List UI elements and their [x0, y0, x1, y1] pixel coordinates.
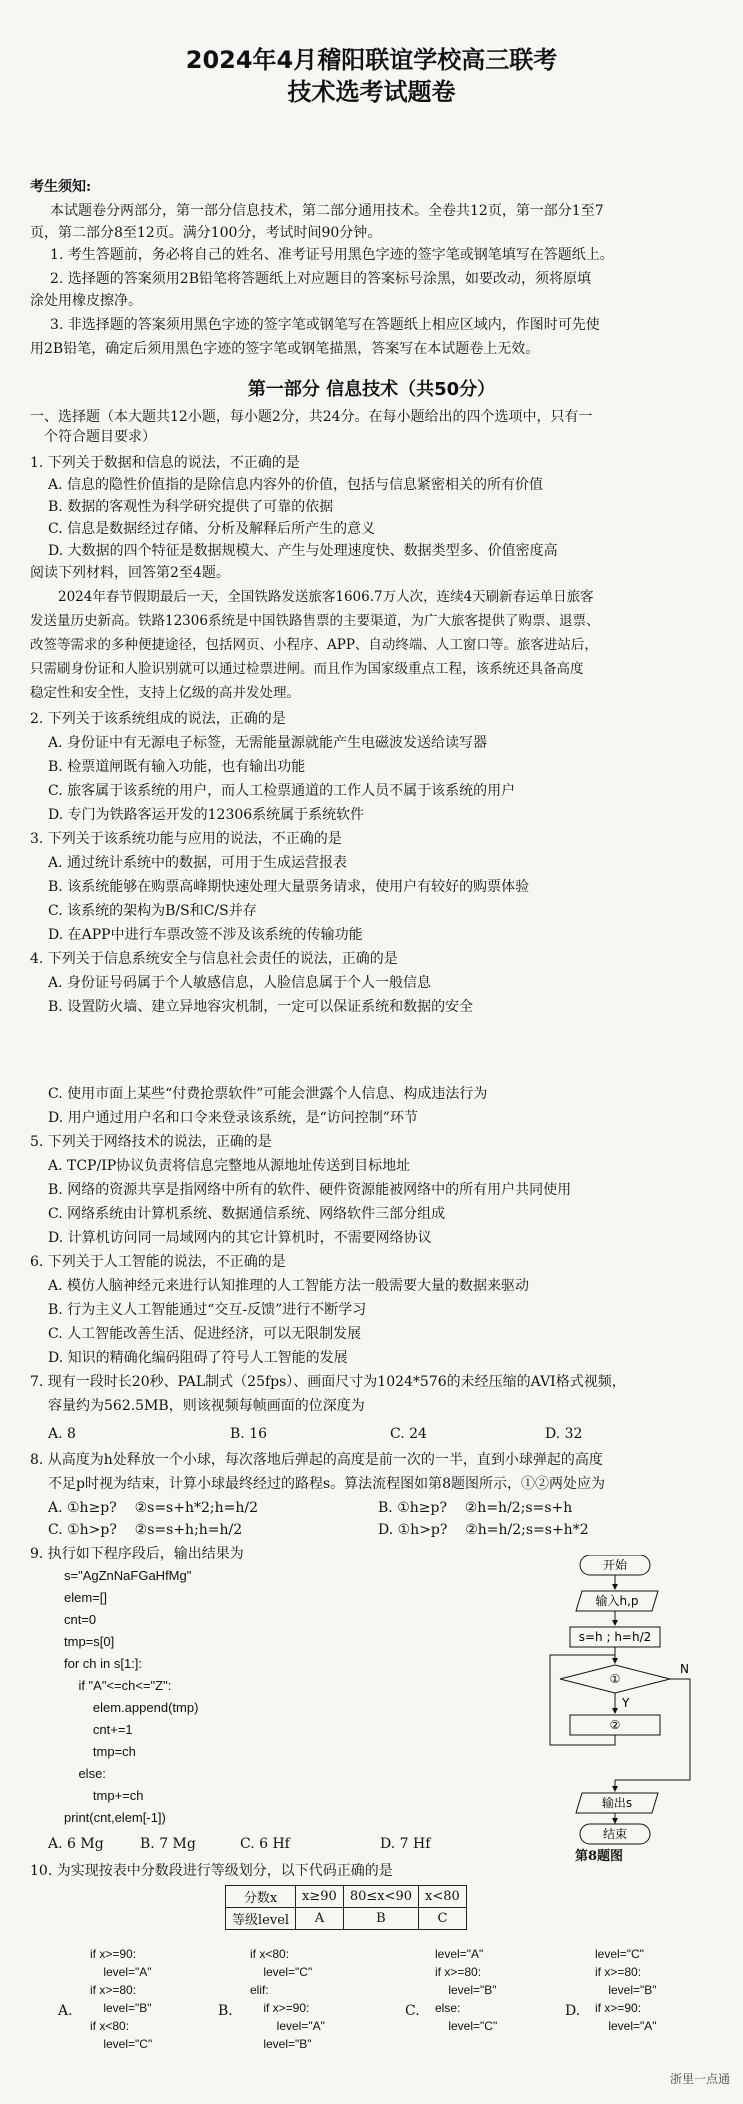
code-line: if x>=90:: [595, 2001, 642, 2015]
code-line: level="A": [90, 1965, 152, 1979]
table-cell: A: [296, 1908, 344, 1930]
question-3-option: D. 在APP中进行车票改签不涉及该系统的传输功能: [48, 927, 363, 943]
question-9-option: B. 7 Mg: [140, 1836, 196, 1852]
code-line: level="B": [90, 2001, 152, 2015]
flow-yes-label: Y: [622, 1696, 630, 1710]
question-2-option: A. 身份证中有无源电子标签，无需能量源就能产生电磁波发送给读写器: [48, 735, 488, 751]
flow-end: [580, 1824, 650, 1844]
code-line: s="AgZnNaFGaHfMg": [64, 1568, 192, 1583]
question-4-option: A. 身份证号码属于个人敏感信息，人脸信息属于个人一般信息: [48, 975, 432, 991]
table-cell: 等级level: [226, 1908, 296, 1930]
question-6-option: D. 知识的精确化编码阻碍了符号人工智能的发展: [48, 1350, 348, 1366]
question-9-stem: 9. 执行如下程序段后，输出结果为: [30, 1546, 244, 1562]
notice-line: 用2B铅笔，确定后须用黑色字迹的签字笔或钢笔描黑，答案写在本试题卷上无效。: [30, 341, 540, 357]
svg-text:输入h,p: 输入h,p: [595, 1594, 639, 1608]
question-7-option: C. 24: [390, 1426, 427, 1442]
question-5-option: B. 网络的资源共享是指网络中所有的软件、硬件资源能被网络中的所有用户共同使用: [48, 1182, 572, 1198]
passage-line: 改签等需求的多种便捷途径，包括网页、小程序、APP、自动终端、人工窗口等。旅客进站后，: [30, 637, 598, 653]
table-cell: B: [343, 1908, 418, 1930]
question-8-stem: 不足p时视为结束，计算小球最终经过的路程s。算法流程图如第8题图所示，①②两处应为: [48, 1476, 606, 1492]
question-1-stem: 1. 下列关于数据和信息的说法，不正确的是: [30, 455, 300, 471]
question-6-option: A. 模仿人脑神经元来进行认知推理的人工智能方法一般需要大量的数据来驱动: [48, 1278, 530, 1294]
question-2-stem: 2. 下列关于该系统组成的说法，正确的是: [30, 711, 286, 727]
code-line: if x>=90:: [90, 1947, 137, 1961]
question-7-option: D. 32: [545, 1426, 583, 1442]
grade-table: [225, 1885, 467, 1930]
svg-text:结束: 结束: [602, 1827, 628, 1841]
question-5-option: A. TCP/IP协议负责将信息完整地从源地址传送到目标地址: [48, 1158, 411, 1174]
option-b-label: B.: [218, 2003, 233, 2019]
option-d-label: D.: [565, 2003, 581, 2019]
question-10-stem: 10. 为实现按表中分数段进行等级划分，以下代码正确的是: [30, 1863, 393, 1879]
flow-init: [570, 1627, 660, 1647]
code-line: level="B": [250, 2037, 312, 2051]
question-2-option: B. 检票道闸既有输入功能，也有输出功能: [48, 759, 306, 775]
code-line: elem.append(tmp): [64, 1700, 199, 1715]
svg-text:②: ②: [609, 1718, 621, 1732]
table-cell: 分数x: [226, 1886, 296, 1908]
question-8-option: A. ①h≥p? ②s=s+h*2;h=h/2: [48, 1500, 258, 1516]
part-intro: 一、选择题（本大题共12小题，每小题2分，共24分。在每小题给出的四个选项中，只有一: [30, 409, 593, 425]
svg-text:输出s: 输出s: [601, 1796, 633, 1810]
question-3-option: C. 该系统的架构为B/S和C/S并存: [48, 903, 257, 919]
question-8-option: D. ①h>p? ②h=h/2;s=s+h*2: [378, 1522, 589, 1538]
passage-line: 2024年春节假期最后一天，全国铁路发送旅客1606.7万人次，连续4天刷新春运单日旅客: [58, 589, 594, 605]
code-line: level="C": [90, 2037, 153, 2051]
question-3-option: A. 通过统计系统中的数据，可用于生成运营报表: [48, 855, 348, 871]
code-line: tmp+=ch: [64, 1788, 144, 1803]
code-line: cnt+=1: [64, 1722, 133, 1737]
passage-intro: 阅读下列材料，回答第2至4题。: [30, 565, 230, 581]
section-title: 第一部分 信息技术（共50分）: [247, 379, 496, 400]
question-1-option: D. 大数据的四个特征是数据规模大、产生与处理速度快、数据类型多、价值密度高: [48, 543, 558, 559]
code-line: if x>=90:: [250, 2001, 310, 2015]
table-row: [226, 1886, 467, 1908]
question-5-stem: 5. 下列关于网络技术的说法，正确的是: [30, 1134, 272, 1150]
question-7-stem: 容量约为562.5MB，则该视频每帧画面的位深度为: [48, 1398, 365, 1414]
question-3-option: B. 该系统能够在购票高峰期快速处理大量票务请求，使用户有较好的购票体验: [48, 879, 530, 895]
flow-step: [570, 1715, 660, 1735]
part-intro: 个符合题目要求）: [44, 429, 156, 445]
question-3-stem: 3. 下列关于该系统功能与应用的说法，不正确的是: [30, 831, 342, 847]
option-a-label: A.: [58, 2003, 73, 2019]
question-8-stem: 8. 从高度为h处释放一个小球，每次落地后弹起的高度是前一次的一半，直到小球弹起的高度: [30, 1452, 603, 1468]
code-line: else:: [435, 2001, 461, 2015]
flowchart: [530, 1555, 730, 1845]
question-4-option: D. 用户通过用户名和口令来登录该系统，是“访问控制”环节: [48, 1110, 418, 1126]
flow-input: [576, 1591, 658, 1611]
code-line: elif:: [250, 1983, 269, 1997]
code-line: if x>=80:: [435, 1965, 482, 1979]
notice-line: 3. 非选择题的答案须用黑色字迹的签字笔或钢笔写在答题纸上相应区域内，作图时可先使: [50, 317, 600, 333]
flow-start: [580, 1555, 650, 1575]
code-line: level="C": [250, 1965, 313, 1979]
svg-text:①: ①: [609, 1672, 621, 1686]
code-line: else:: [64, 1766, 106, 1781]
question-6-option: C. 人工智能改善生活、促进经济，可以无限制发展: [48, 1326, 362, 1342]
figure-caption: 第8题图: [575, 1849, 624, 1864]
code-line: if x<80:: [90, 2019, 130, 2033]
code-line: print(cnt,elem[-1]): [64, 1810, 166, 1825]
code-line: if "A"<=ch<="Z":: [64, 1678, 172, 1693]
question-4-option: B. 设置防火墙、建立异地容灾机制，一定可以保证系统和数据的安全: [48, 999, 474, 1015]
notice-line: 2. 选择题的答案须用2B铅笔将答题纸上对应题目的答案标号涂黑，如要改动，须将原填: [50, 271, 592, 287]
question-5-option: D. 计算机访问同一局域网内的其它计算机时，不需要网络协议: [48, 1230, 432, 1246]
flow-output: [576, 1793, 658, 1813]
table-cell: 80≤x<90: [343, 1886, 418, 1908]
code-line: level="C": [595, 1947, 644, 1961]
code-line: if x>=80:: [90, 1983, 137, 1997]
code-line: level="A": [435, 1947, 484, 1961]
table-row: [226, 1908, 467, 1930]
code-line: if x<80:: [250, 1947, 290, 1961]
flow-no-label: N: [680, 1662, 689, 1676]
question-8-option: C. ①h>p? ②s=s+h;h=h/2: [48, 1522, 243, 1538]
notice-heading: 考生须知:: [30, 179, 92, 195]
question-6-option: B. 行为主义人工智能通过“交互-反馈”进行不断学习: [48, 1302, 367, 1318]
question-9-option: C. 6 Hf: [240, 1836, 290, 1852]
question-4-stem: 4. 下列关于信息系统安全与信息社会责任的说法，正确的是: [30, 951, 398, 967]
question-2-option: D. 专门为铁路客运开发的12306系统属于系统软件: [48, 807, 365, 823]
question-7-option: B. 16: [230, 1426, 268, 1442]
svg-text:开始: 开始: [602, 1558, 628, 1572]
passage-line: 发送量历史新高。铁路12306系统是中国铁路售票的主要渠道，为广大旅客提供了购票、退票、: [30, 613, 600, 629]
code-line: tmp=s[0]: [64, 1634, 115, 1649]
code-line: if x>=80:: [595, 1965, 642, 1979]
code-line: for ch in s[1:]:: [64, 1656, 143, 1671]
notice-line: 1. 考生答题前，务必将自己的姓名、准考证号用黑色字迹的签字笔或钢笔填写在答题纸上。: [50, 247, 614, 263]
option-c-label: C.: [405, 2003, 420, 2019]
notice-line: 涂处用橡皮擦净。: [30, 293, 142, 309]
passage-line: 稳定性和安全性，支持上亿级的高并发处理。: [30, 685, 300, 701]
question-4-option: C. 使用市面上某些“付费抢票软件”可能会泄露个人信息、构成违法行为: [48, 1086, 488, 1102]
code-line: level="C": [435, 2019, 498, 2033]
table-cell: x≥90: [296, 1886, 344, 1908]
flow-condition: [560, 1665, 670, 1693]
code-line: level="A": [250, 2019, 325, 2033]
question-8-option: B. ①h≥p? ②h=h/2;s=s+h: [378, 1500, 573, 1516]
notice-line: 页，第二部分8至12页。满分100分，考试时间90分钟。: [30, 225, 382, 241]
question-2-option: C. 旅客属于该系统的用户，而人工检票通道的工作人员不属于该系统的用户: [48, 783, 516, 799]
exam-title: 2024年4月稽阳联谊学校高三联考: [185, 46, 558, 74]
question-9-option: A. 6 Mg: [48, 1836, 104, 1852]
code-line: tmp=ch: [64, 1744, 136, 1759]
question-9-option: D. 7 Hf: [380, 1836, 431, 1852]
code-line: level="B": [595, 1983, 657, 1997]
notice-line: 本试题卷分两部分，第一部分信息技术，第二部分通用技术。全卷共12页，第一部分1至7: [50, 203, 604, 219]
code-line: cnt=0: [64, 1612, 97, 1627]
question-1-option: A. 信息的隐性价值指的是除信息内容外的价值，包括与信息紧密相关的所有价值: [48, 477, 544, 493]
watermark-footer: 浙里一点通: [670, 2072, 731, 2086]
code-line: elem=[]: [64, 1590, 107, 1605]
question-6-stem: 6. 下列关于人工智能的说法，不正确的是: [30, 1254, 286, 1270]
passage-line: 只需刷身份证和人脸识别就可以通过检票进闸。而且作为国家级重点工程，该系统还具备高度: [30, 661, 584, 677]
code-line: level="A": [595, 2019, 657, 2033]
exam-subtitle: 技术选考试题卷: [287, 78, 456, 106]
code-line: level="B": [435, 1983, 497, 1997]
table-cell: C: [419, 1908, 467, 1930]
question-1-option: C. 信息是数据经过存储、分析及解释后所产生的意义: [48, 521, 376, 537]
question-1-option: B. 数据的客观性为科学研究提供了可靠的依据: [48, 499, 334, 515]
question-7-stem: 7. 现有一段时长20秒、PAL制式（25fps）、画面尺寸为1024*576的未经压缩的AVI格式视频，: [30, 1374, 626, 1390]
table-cell: x<80: [419, 1886, 467, 1908]
question-7-option: A. 8: [48, 1426, 76, 1442]
question-5-option: C. 网络系统由计算机系统、数据通信系统、网络软件三部分组成: [48, 1206, 446, 1222]
svg-text:s=h ; h=h/2: s=h ; h=h/2: [578, 1630, 652, 1644]
